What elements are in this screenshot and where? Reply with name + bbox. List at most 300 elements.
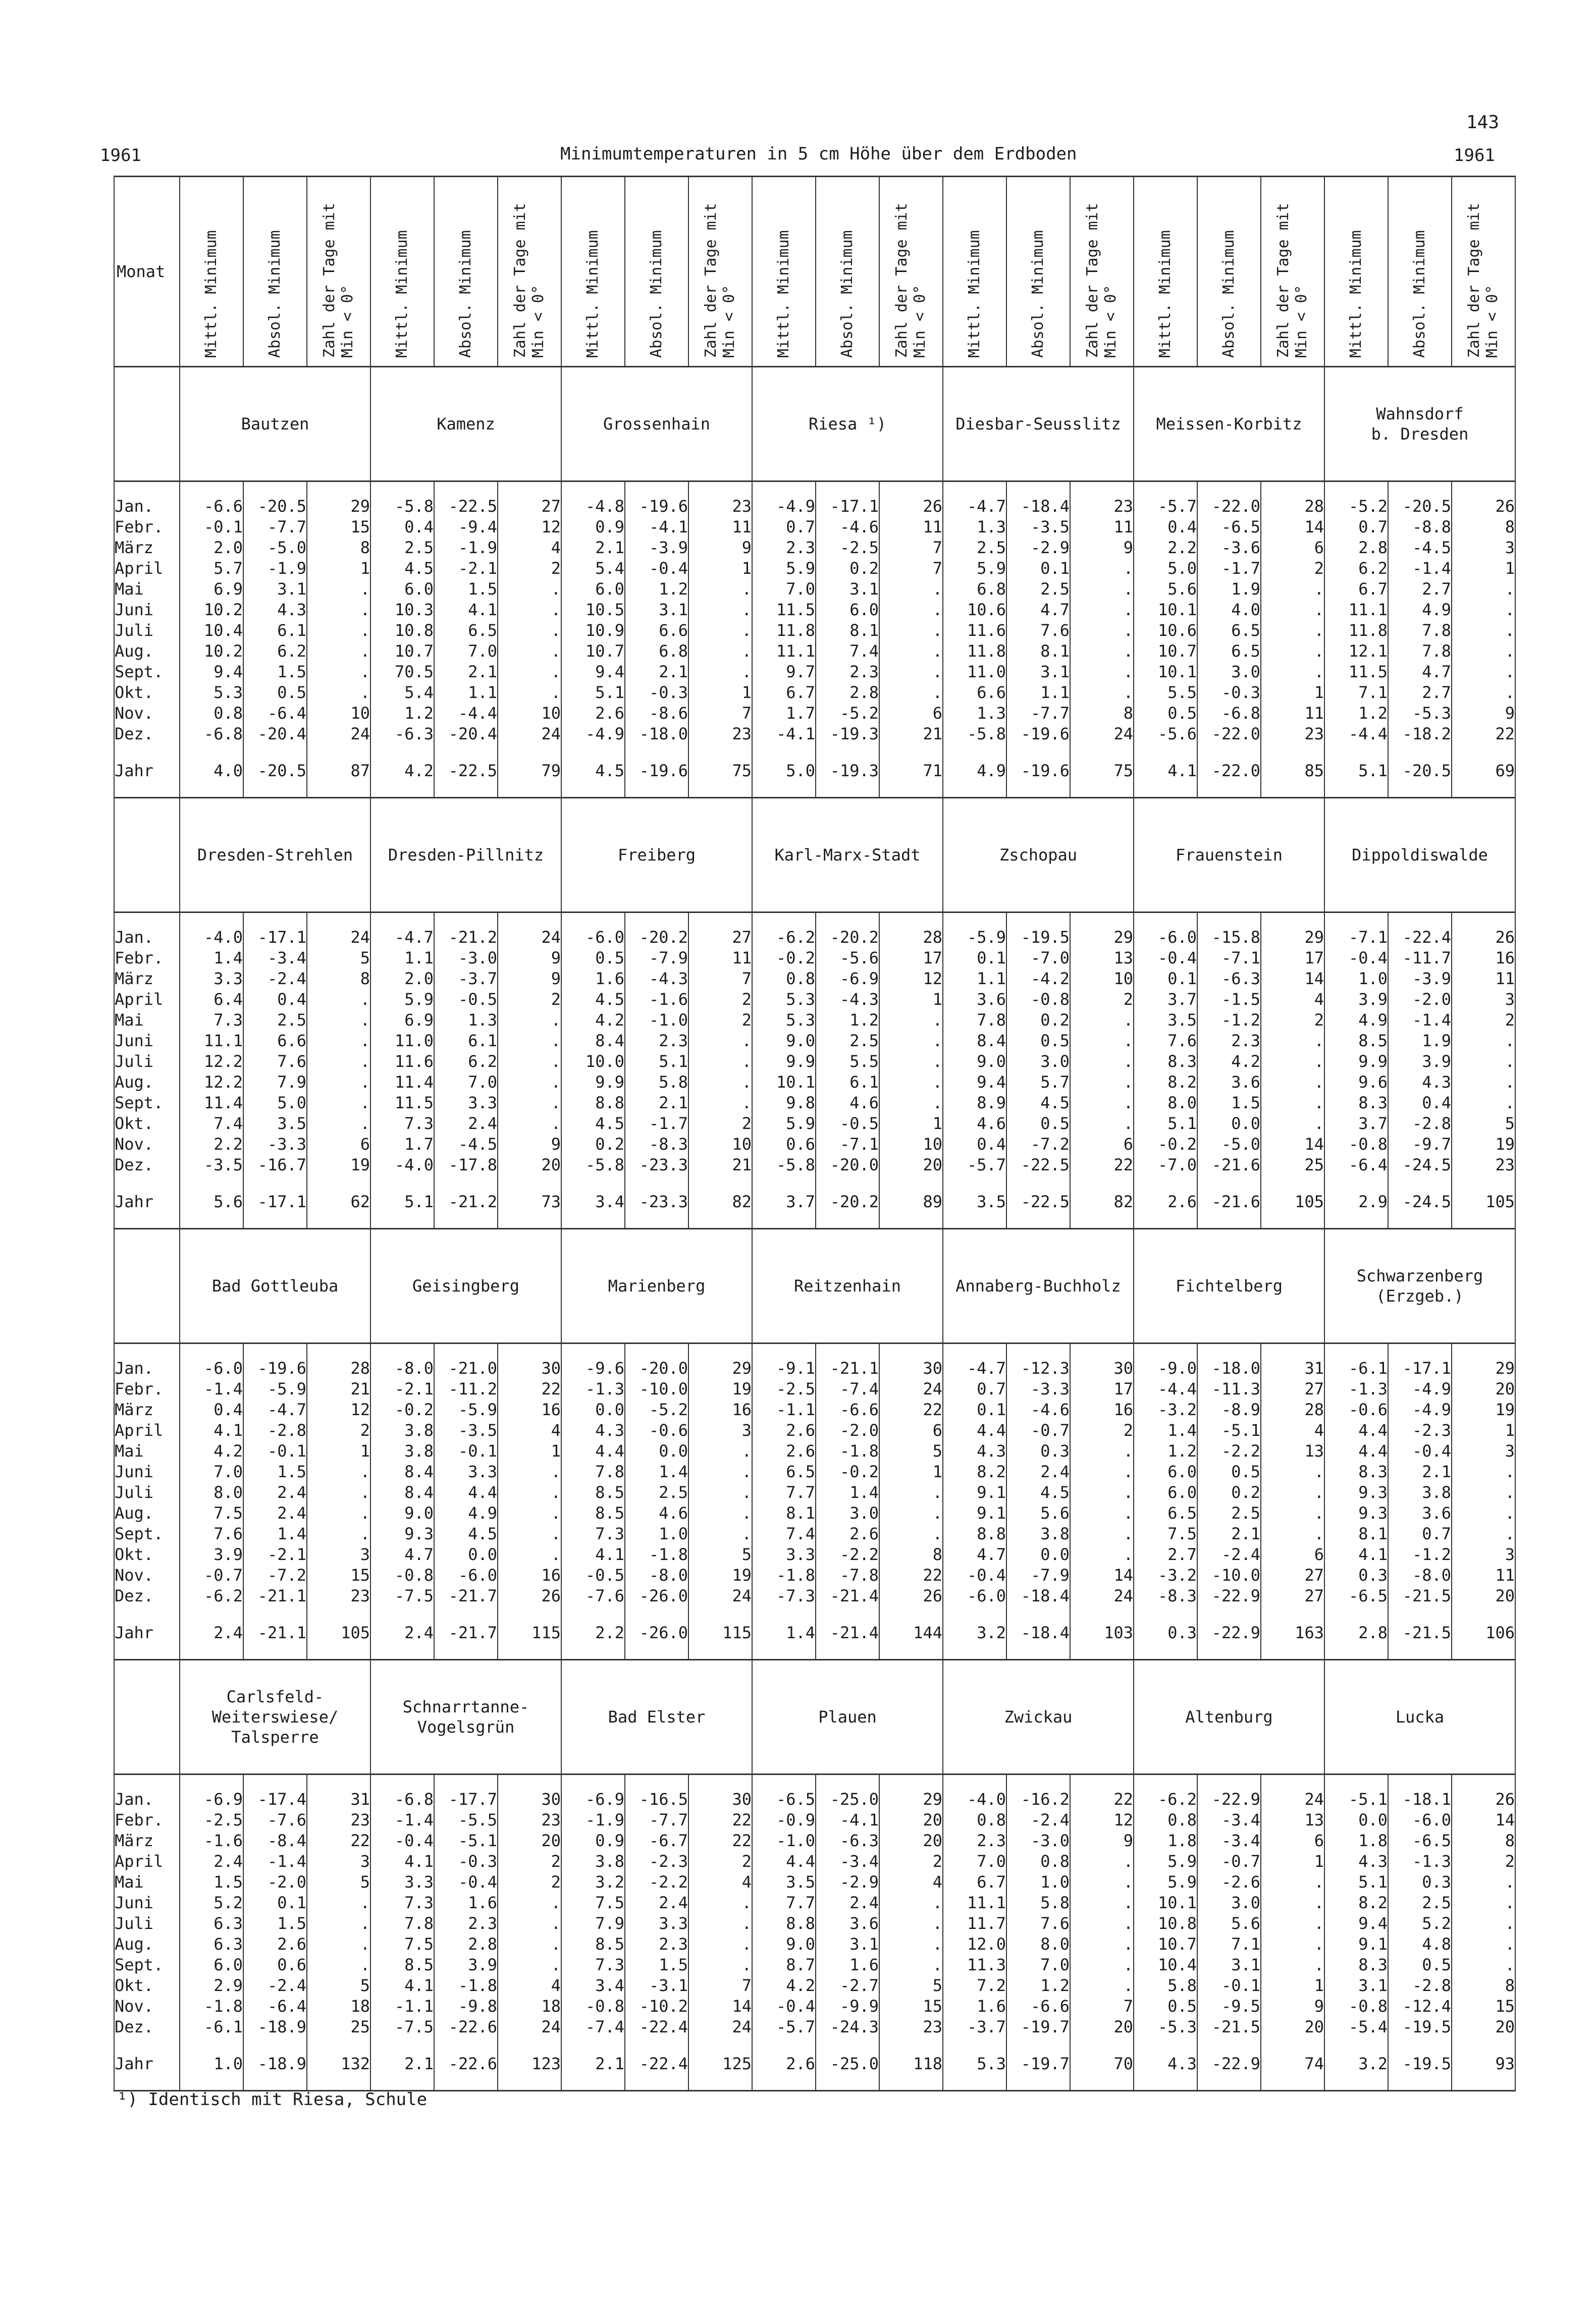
spacer-cell [434, 481, 498, 497]
table-cell: . [307, 1955, 370, 1975]
table-cell: 4 [498, 1420, 561, 1441]
table-cell: . [1261, 620, 1324, 641]
table-row [114, 989, 1515, 1010]
month-label: April [114, 1420, 180, 1441]
table-cell: 2 [688, 1113, 752, 1134]
month-label: März [114, 969, 180, 989]
table-cell: 2.8 [816, 682, 879, 703]
table-cell: -7.4 [816, 1379, 879, 1400]
table-cell: . [688, 1913, 752, 1934]
table-cell: 6 [1070, 1134, 1134, 1155]
table-cell: -0.8 [561, 1996, 625, 2017]
table-cell: 1.3 [943, 703, 1006, 724]
table-cell: 6 [1261, 1831, 1324, 1851]
year-cell: 3.7 [752, 1175, 816, 1229]
table-cell: -2.1 [243, 1544, 307, 1565]
table-cell: -4.3 [625, 969, 688, 989]
table-cell: 2.1 [625, 1093, 688, 1113]
table-cell: -1.8 [625, 1544, 688, 1565]
table-row [114, 517, 1515, 538]
table-cell: -2.3 [1388, 1420, 1452, 1441]
table-cell: -0.4 [625, 558, 688, 579]
table-cell: 8.8 [561, 1093, 625, 1113]
spacer-cell [625, 912, 688, 928]
table-cell: -8.3 [1134, 1586, 1197, 1606]
table-cell: -12.3 [1006, 1358, 1070, 1379]
table-cell: 8 [307, 538, 370, 558]
table-cell: . [307, 1482, 370, 1503]
table-cell: -6.8 [1197, 703, 1261, 724]
year-cell: -22.6 [434, 2037, 498, 2091]
table-cell: -11.3 [1197, 1379, 1261, 1400]
year-cell: 2.1 [370, 2037, 434, 2091]
table-cell: 3.8 [1388, 1482, 1452, 1503]
table-cell: 9.9 [752, 1051, 816, 1072]
spacer-row [114, 1775, 1515, 1790]
table-cell: -7.3 [752, 1586, 816, 1606]
table-cell: 26 [879, 496, 943, 517]
table-cell: 26 [1452, 496, 1515, 517]
table-cell: 6.5 [1197, 620, 1261, 641]
table-cell: 12.2 [180, 1051, 243, 1072]
year-cell: 5.6 [180, 1175, 243, 1229]
table-cell: . [1261, 662, 1324, 682]
table-cell: 8 [1452, 1975, 1515, 1996]
table-cell: 11.5 [1324, 662, 1388, 682]
table-cell: . [498, 1503, 561, 1524]
table-cell: 21 [879, 724, 943, 744]
table-cell: 3 [1452, 1441, 1515, 1462]
year-cell: 115 [498, 1606, 561, 1660]
spacer-cell [1452, 1344, 1515, 1359]
month-label: Jan. [114, 1789, 180, 1810]
table-cell: 28 [1261, 496, 1324, 517]
footnote: ¹) Identisch mit Riesa, Schule [117, 2089, 428, 2110]
table-cell: -3.9 [1388, 969, 1452, 989]
table-cell: 10.6 [943, 600, 1006, 620]
minimum-temperature-table [114, 176, 1516, 2091]
table-cell: 11 [1452, 1565, 1515, 1586]
table-row [114, 948, 1515, 969]
table-cell: 11 [879, 517, 943, 538]
table-cell: 7.0 [1006, 1955, 1070, 1975]
table-cell: . [1261, 1503, 1324, 1524]
table-cell: 7.8 [1388, 620, 1452, 641]
table-cell: 2.5 [243, 1010, 307, 1031]
spacer-cell [1452, 481, 1515, 497]
table-cell: -17.1 [243, 927, 307, 948]
table-cell: 4.3 [561, 1420, 625, 1441]
table-cell: 23 [1452, 1155, 1515, 1175]
table-cell: 10.6 [1134, 620, 1197, 641]
table-cell: 9 [1070, 538, 1134, 558]
table-cell: 2 [1452, 1851, 1515, 1872]
table-cell: . [1261, 1934, 1324, 1955]
table-cell: 2.1 [561, 538, 625, 558]
month-label: Juli [114, 620, 180, 641]
table-cell: 0.5 [1134, 1996, 1197, 2017]
table-cell: -0.1 [180, 517, 243, 538]
table-cell: -7.0 [1134, 1155, 1197, 1175]
table-cell: 7.3 [370, 1113, 434, 1134]
table-cell: -9.8 [434, 1996, 498, 2017]
table-cell: -2.0 [1388, 989, 1452, 1010]
year-cell: 106 [1452, 1606, 1515, 1660]
table-cell: . [1070, 600, 1134, 620]
table-cell: 3.6 [943, 989, 1006, 1010]
table-cell: 4.3 [943, 1441, 1006, 1462]
table-cell: 22 [688, 1810, 752, 1831]
frost-days-header [1070, 177, 1134, 367]
table-cell: 1 [307, 558, 370, 579]
table-cell: -5.1 [434, 1831, 498, 1851]
table-cell: -6.5 [752, 1789, 816, 1810]
spacer-cell [879, 1775, 943, 1790]
table-cell: 20 [1452, 1379, 1515, 1400]
table-cell: 4 [879, 1872, 943, 1893]
month-label: Nov. [114, 703, 180, 724]
table-row [114, 1524, 1515, 1544]
table-cell: -0.4 [434, 1872, 498, 1893]
table-cell: 5.1 [625, 1051, 688, 1072]
table-cell: 4.4 [752, 1851, 816, 1872]
table-cell: 21 [688, 1155, 752, 1175]
table-cell: . [1261, 1893, 1324, 1913]
spacer-cell [1324, 1775, 1388, 1790]
spacer-cell [1006, 912, 1070, 928]
table-cell: 15 [307, 1565, 370, 1586]
table-cell: 24 [688, 1586, 752, 1606]
table-cell: 0.0 [1197, 1113, 1261, 1134]
table-cell: 2.3 [625, 1934, 688, 1955]
table-cell: -10.0 [625, 1379, 688, 1400]
table-cell: 1.5 [1197, 1093, 1261, 1113]
table-cell: 29 [688, 1358, 752, 1379]
table-cell: -0.7 [1197, 1851, 1261, 1872]
table-cell: 2.1 [1197, 1524, 1261, 1544]
table-cell: -1.7 [1197, 558, 1261, 579]
table-cell: 23 [688, 496, 752, 517]
table-cell: 2.2 [180, 1134, 243, 1155]
table-cell: 3 [1452, 1544, 1515, 1565]
table-cell: 2.3 [943, 1831, 1006, 1851]
table-cell: -8.4 [243, 1831, 307, 1851]
month-label: Dez. [114, 1586, 180, 1606]
table-cell: 6.0 [1134, 1462, 1197, 1482]
table-cell: . [1070, 1482, 1134, 1503]
table-row [114, 927, 1515, 948]
table-cell: -18.9 [243, 2017, 307, 2037]
table-row [114, 620, 1515, 641]
table-cell: -7.5 [370, 2017, 434, 2037]
table-cell: 2 [688, 989, 752, 1010]
table-cell: 4 [1261, 1420, 1324, 1441]
month-label: April [114, 558, 180, 579]
table-cell: -0.3 [625, 682, 688, 703]
table-cell: 8.1 [1324, 1524, 1388, 1544]
table-cell: 23 [1070, 496, 1134, 517]
table-cell: -6.2 [180, 1586, 243, 1606]
table-cell: 6.9 [370, 1010, 434, 1031]
table-cell: 5.9 [370, 989, 434, 1010]
table-cell: . [307, 1503, 370, 1524]
year-cell: 118 [879, 2037, 943, 2091]
year-cell: 82 [1070, 1175, 1134, 1229]
table-cell: 22 [498, 1379, 561, 1400]
table-cell: . [1452, 1503, 1515, 1524]
table-cell: 1.2 [625, 579, 688, 600]
table-cell: 5.3 [752, 989, 816, 1010]
year-cell: 4.2 [370, 744, 434, 798]
table-cell: 3.9 [434, 1955, 498, 1975]
table-cell: 8 [879, 1544, 943, 1565]
table-cell: . [498, 1010, 561, 1031]
table-cell: . [1261, 1031, 1324, 1051]
table-cell: -2.7 [816, 1975, 879, 1996]
column-header-label: Absol. Minimum [1411, 230, 1428, 358]
table-cell: 22 [1452, 724, 1515, 744]
table-cell: . [1070, 1544, 1134, 1565]
spacer-cell [1134, 1775, 1197, 1790]
spacer-cell [1261, 1775, 1324, 1790]
table-cell: . [307, 600, 370, 620]
table-cell: 6 [307, 1134, 370, 1155]
month-label: Aug. [114, 641, 180, 662]
table-cell: 0.4 [1134, 517, 1197, 538]
table-cell: . [1261, 641, 1324, 662]
table-cell: 7.3 [370, 1893, 434, 1913]
table-cell: . [879, 641, 943, 662]
spacer-cell [1388, 1344, 1452, 1359]
table-cell: 5 [307, 1975, 370, 1996]
table-cell: -0.8 [370, 1565, 434, 1586]
table-cell: 4.5 [370, 558, 434, 579]
spacer-cell [1261, 481, 1324, 497]
table-cell: 11 [1070, 517, 1134, 538]
table-cell: 2 [1261, 558, 1324, 579]
table-cell: -0.4 [1324, 948, 1388, 969]
table-cell: -4.0 [943, 1789, 1006, 1810]
table-cell: 9.1 [1324, 1934, 1388, 1955]
table-row [114, 1934, 1515, 1955]
table-cell: -7.0 [1006, 948, 1070, 969]
month-label: Sept. [114, 662, 180, 682]
station-name: Bad Elster [561, 1660, 752, 1775]
table-cell: 4.3 [243, 600, 307, 620]
table-cell: 0.3 [1006, 1441, 1070, 1462]
spacer-cell [1006, 1344, 1070, 1359]
table-cell: . [1070, 641, 1134, 662]
table-cell: 2 [498, 558, 561, 579]
spacer-cell [1388, 912, 1452, 928]
table-cell: -2.4 [243, 1975, 307, 1996]
table-cell: 3.1 [625, 600, 688, 620]
table-cell: -7.5 [370, 1586, 434, 1606]
month-label: Jan. [114, 927, 180, 948]
spacer-cell [307, 1344, 370, 1359]
table-cell: 10.1 [752, 1072, 816, 1093]
column-header-label: Absol. Minimum [266, 230, 284, 358]
table-cell: -3.4 [1197, 1831, 1261, 1851]
table-cell: -19.6 [243, 1358, 307, 1379]
table-cell: -0.1 [243, 1441, 307, 1462]
year-cell: 73 [498, 1175, 561, 1229]
spacer-cell [625, 481, 688, 497]
table-cell: 17 [1261, 948, 1324, 969]
spacer-cell [752, 1344, 816, 1359]
table-cell: 70.5 [370, 662, 434, 682]
month-label: Juli [114, 1913, 180, 1934]
table-cell: 4.2 [561, 1010, 625, 1031]
table-cell: 7 [688, 1975, 752, 1996]
year-cell: -21.5 [1388, 1606, 1452, 1660]
table-cell: . [879, 1524, 943, 1544]
table-cell: -19.6 [1006, 724, 1070, 744]
month-label: Dez. [114, 724, 180, 744]
table-cell: 11.7 [943, 1913, 1006, 1934]
table-cell: 7.8 [370, 1913, 434, 1934]
table-cell: . [498, 579, 561, 600]
table-cell: -20.2 [816, 927, 879, 948]
spacer-cell [370, 912, 434, 928]
table-cell: . [307, 1524, 370, 1544]
table-cell: . [1261, 600, 1324, 620]
table-cell: 7.6 [243, 1051, 307, 1072]
table-cell: 14 [1261, 969, 1324, 989]
table-cell: . [879, 1955, 943, 1975]
station-name: Zschopau [943, 798, 1134, 912]
month-label: Okt. [114, 1544, 180, 1565]
table-cell: 14 [1070, 1565, 1134, 1586]
table-cell: . [307, 1051, 370, 1072]
table-cell: . [498, 1031, 561, 1051]
table-cell: 2.4 [434, 1113, 498, 1134]
column-header-label: Absol. Minimum [648, 230, 665, 358]
table-row [114, 1051, 1515, 1072]
month-label: Okt. [114, 1113, 180, 1134]
year-cell: 70 [1070, 2037, 1134, 2091]
table-cell: 7.1 [1324, 682, 1388, 703]
spacer-cell [114, 1775, 180, 1790]
table-cell: -0.1 [434, 1441, 498, 1462]
table-cell: -5.8 [752, 1155, 816, 1175]
table-cell: 4.7 [943, 1544, 1006, 1565]
table-cell: 6.4 [180, 989, 243, 1010]
table-cell: -10.2 [625, 1996, 688, 2017]
table-cell: 8.5 [561, 1503, 625, 1524]
table-cell: 2.1 [625, 662, 688, 682]
table-cell: 1.2 [1006, 1975, 1070, 1996]
table-cell: -0.1 [1197, 1975, 1261, 1996]
year-cell: 75 [688, 744, 752, 798]
table-cell: -1.2 [1197, 1010, 1261, 1031]
table-cell: -7.9 [625, 948, 688, 969]
table-cell: -17.8 [434, 1155, 498, 1175]
spacer-cell [370, 481, 434, 497]
station-name: Wahnsdorf b. Dresden [1324, 367, 1515, 481]
table-cell: -2.8 [243, 1420, 307, 1441]
table-cell: -1.4 [180, 1379, 243, 1400]
year-cell: 69 [1452, 744, 1515, 798]
table-cell: . [498, 1113, 561, 1134]
table-cell: -18.1 [1388, 1789, 1452, 1810]
month-label: Febr. [114, 948, 180, 969]
table-cell: -3.7 [434, 969, 498, 989]
table-cell: 10.7 [1134, 641, 1197, 662]
table-cell: -5.8 [370, 496, 434, 517]
table-cell: . [1261, 1955, 1324, 1975]
table-cell: 3.9 [1388, 1051, 1452, 1072]
column-header-label: Zahl der Tage mit Min < 0° [321, 202, 356, 358]
table-cell: 7.6 [180, 1524, 243, 1544]
table-cell: . [688, 1093, 752, 1113]
spacer-cell [180, 1775, 243, 1790]
table-cell: 5.8 [1006, 1893, 1070, 1913]
table-cell: 8 [1452, 1831, 1515, 1851]
table-cell: . [879, 662, 943, 682]
table-cell: -22.9 [1197, 1789, 1261, 1810]
table-cell: -1.7 [625, 1113, 688, 1134]
table-cell: 7.0 [434, 1072, 498, 1093]
table-cell: 11.5 [752, 600, 816, 620]
table-cell: 25 [1261, 1155, 1324, 1175]
table-row [114, 1586, 1515, 1606]
table-cell: 11.8 [943, 641, 1006, 662]
table-cell: 8.1 [816, 620, 879, 641]
spacer-cell [816, 1344, 879, 1359]
table-cell: 0.7 [1388, 1524, 1452, 1544]
table-cell: 6.0 [370, 579, 434, 600]
table-cell: 10.2 [180, 641, 243, 662]
year-cell: 4.9 [943, 744, 1006, 798]
table-row [114, 558, 1515, 579]
table-cell: -18.2 [1388, 724, 1452, 744]
year-cell: 123 [498, 2037, 561, 2091]
table-cell: 1.6 [561, 969, 625, 989]
table-cell: 1 [688, 682, 752, 703]
table-cell: . [879, 1031, 943, 1051]
table-cell: 2.0 [370, 969, 434, 989]
table-cell: 6 [1261, 1544, 1324, 1565]
spacer-cell [180, 912, 243, 928]
table-cell: 1.4 [625, 1462, 688, 1482]
table-cell: -6.3 [1197, 969, 1261, 989]
table-cell: 0.2 [1006, 1010, 1070, 1031]
column-header-label: Mittl. Minimum [775, 230, 792, 358]
table-cell: -18.4 [1006, 496, 1070, 517]
table-cell: 2.2 [1134, 538, 1197, 558]
year-cell: 3.5 [943, 1175, 1006, 1229]
column-header-label: Zahl der Tage mit Min < 0° [1084, 202, 1120, 358]
station-name: Altenburg [1134, 1660, 1324, 1775]
table-cell: -6.3 [816, 1831, 879, 1851]
table-cell: 31 [1261, 1358, 1324, 1379]
station-name: Frauenstein [1134, 798, 1324, 912]
table-cell: 1.5 [625, 1955, 688, 1975]
table-cell: -7.7 [1006, 703, 1070, 724]
table-cell: 3.6 [1388, 1503, 1452, 1524]
table-cell: -5.4 [1324, 2017, 1388, 2037]
year-cell: 1.4 [752, 1606, 816, 1660]
year-cell: 0.3 [1134, 1606, 1197, 1660]
table-row [114, 1975, 1515, 1996]
table-cell: 3.5 [243, 1113, 307, 1134]
table-cell: -4.6 [816, 517, 879, 538]
table-cell: 11.0 [943, 662, 1006, 682]
table-cell: 20 [879, 1831, 943, 1851]
table-cell: -6.8 [370, 1789, 434, 1810]
table-cell: 9 [498, 969, 561, 989]
